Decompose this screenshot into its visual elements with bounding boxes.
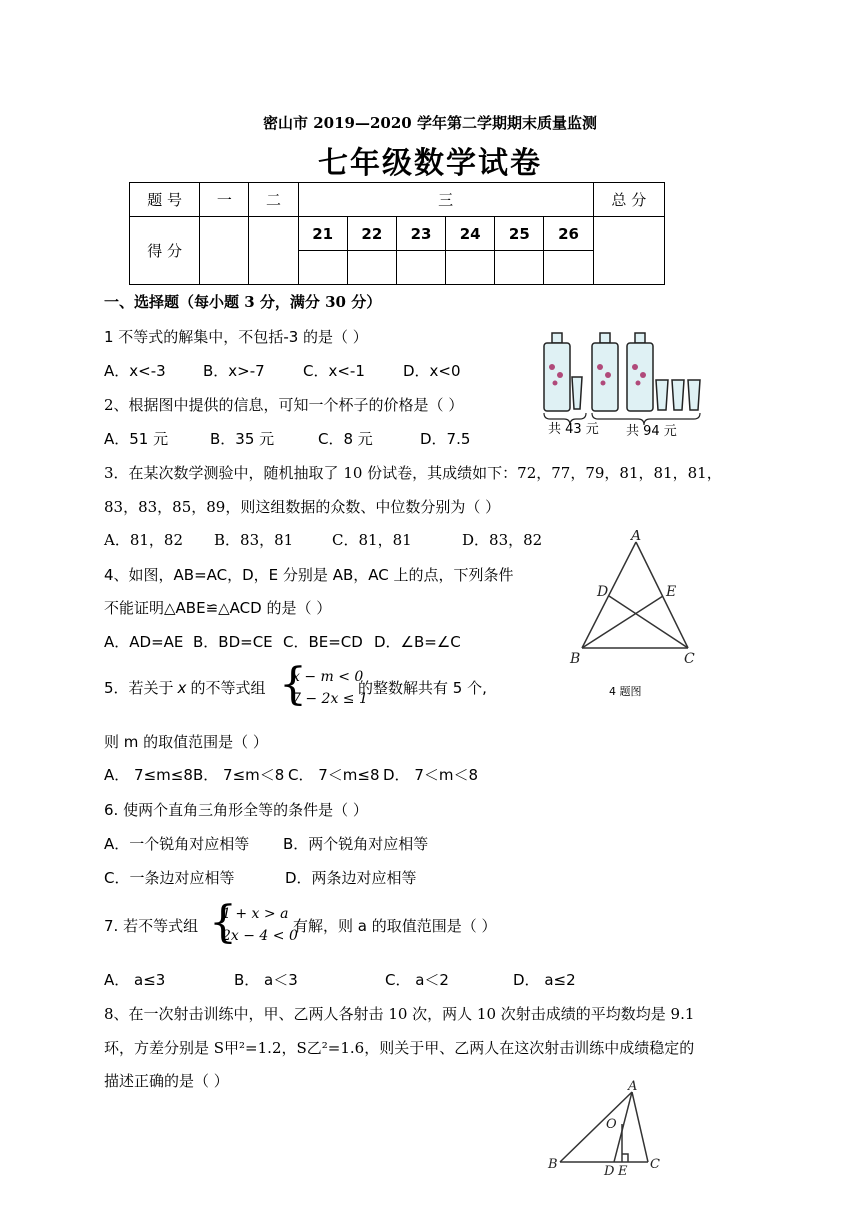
score-col-3: 三 — [298, 183, 593, 217]
section1-heading: 一、选择题（每小题 3 分，满分 30 分） — [104, 293, 382, 311]
q4-option-d[interactable]: D．∠B=∠C — [374, 633, 461, 651]
q5-line-2: 则 m 的取值范围是（ ） — [104, 733, 268, 751]
q7-prefix: 7. 若不等式组 — [104, 917, 199, 935]
q2-option-c[interactable]: C．8 元 — [318, 430, 373, 448]
q5-prefix — [104, 678, 265, 698]
q8-line-3: 描述正确的是（ ） — [104, 1072, 229, 1090]
q4-figure-caption: 4 题图 — [609, 685, 642, 698]
score-sub-23: 23 — [396, 217, 445, 251]
score-cell-21[interactable] — [298, 251, 347, 285]
q7-option-a[interactable]: A． a≤3 — [104, 971, 166, 989]
score-sub-26: 26 — [544, 217, 593, 251]
q4-point-b: B — [570, 651, 581, 667]
q6-option-d[interactable]: D．两条边对应相等 — [285, 869, 417, 887]
score-sub-21: 21 — [298, 217, 347, 251]
q8-point-b: B — [548, 1157, 558, 1172]
score-label-tihao: 题 号 — [130, 183, 200, 217]
q4-triangle-figure — [560, 530, 710, 670]
q8-line-1: 8、在一次射击训练中，甲、乙两人各射击 10 次，两人 10 次射击成绩的平均数均是 9.1 — [104, 1005, 695, 1023]
score-col-2: 二 — [249, 183, 298, 217]
q2-stem: 2、根据图中提供的信息，可知一个杯子的价格是（ ） — [104, 396, 464, 414]
q4-point-d: D — [597, 584, 609, 600]
q7-option-d[interactable]: D． a≤2 — [513, 971, 576, 989]
q7-option-b[interactable]: B． a＜3 — [234, 971, 298, 989]
exam-title: 七年级数学试卷 — [318, 146, 542, 181]
score-cell-2[interactable] — [249, 217, 298, 285]
q5-system-brace: { — [279, 659, 307, 710]
q5-option-a[interactable]: A． 7≤m≤8 — [104, 766, 193, 784]
q1-option-a[interactable]: A．x<-3 — [104, 362, 166, 380]
q6-stem: 6. 使两个直角三角形全等的条件是（ ） — [104, 801, 368, 819]
score-sub-25: 25 — [495, 217, 544, 251]
q4-line-2: 不能证明△ABE≌△ACD 的是（ ） — [104, 599, 332, 617]
q3-line-2: 83，83，85，89，则这组数据的众数、中位数分别为（ ） — [104, 498, 501, 516]
score-cell-22[interactable] — [347, 251, 396, 285]
q3-option-c[interactable]: C．81，81 — [332, 531, 412, 549]
exam-subtitle: 密山市 2019—2020 学年第二学期期末质量监测 — [263, 114, 597, 132]
q5-mid-text: 的不等式组 — [190, 679, 266, 697]
q1-stem: 1 不等式的解集中，不包括-3 的是（ ） — [104, 328, 368, 346]
score-col-1: 一 — [200, 183, 249, 217]
q5-option-b[interactable]: B． 7≤m＜8 — [193, 766, 285, 784]
q5-option-c[interactable]: C． 7＜m≤8 — [288, 766, 380, 784]
q7-system-brace: { — [209, 897, 237, 948]
q5-variable-x: x — [177, 679, 187, 697]
score-sub-22: 22 — [347, 217, 396, 251]
score-cell-23[interactable] — [396, 251, 445, 285]
q3-option-d[interactable]: D．83，82 — [462, 531, 543, 549]
q3-line-1: 3．在某次数学测验中，随机抽取了 10 份试卷，其成绩如下：72，77，79，81，81，81， — [104, 464, 722, 482]
score-cell-24[interactable] — [446, 251, 495, 285]
q5-pre-text: 5．若关于 — [104, 679, 174, 697]
q7-inequality-1: 1 + x > a — [222, 906, 289, 922]
q2-option-d[interactable]: D．7.5 — [420, 430, 471, 448]
q4-option-b[interactable]: B．BD=CE — [193, 633, 273, 651]
q8-point-d: D — [604, 1164, 615, 1179]
q7-suffix: 有解，则 a 的取值范围是（ ） — [293, 917, 497, 935]
score-table-header-row — [130, 183, 665, 217]
q3-option-b[interactable]: B．83，81 — [214, 531, 294, 549]
score-col-total: 总 分 — [593, 183, 664, 217]
score-cell-total[interactable] — [593, 217, 664, 285]
q1-option-c[interactable]: C．x<-1 — [303, 362, 365, 380]
q4-point-e: E — [666, 584, 677, 600]
q2-fig-label-2: 共 94 元 — [626, 424, 677, 439]
score-label-defen: 得 分 — [130, 217, 200, 285]
q6-option-c[interactable]: C．一条边对应相等 — [104, 869, 235, 887]
q7-option-c[interactable]: C． a＜2 — [385, 971, 449, 989]
q8-line-2: 环，方差分别是 S甲²=1.2，S乙²=1.6，则关于甲、乙两人在这次射击训练中成绩稳定的 — [104, 1039, 695, 1057]
q4-point-c: C — [684, 651, 695, 667]
score-table-sub-row — [130, 217, 665, 251]
q5-inequality-1: x − m < 0 — [292, 669, 364, 685]
q8-point-c: C — [650, 1157, 660, 1172]
q8-point-o: O — [606, 1117, 617, 1132]
q1-option-d[interactable]: D．x<0 — [403, 362, 461, 380]
q8-point-e: E — [618, 1164, 628, 1179]
q5-suffix: 的整数解共有 5 个, — [358, 679, 487, 697]
score-table — [129, 182, 665, 285]
q6-option-a[interactable]: A．一个锐角对应相等 — [104, 835, 250, 853]
q7-system — [222, 903, 298, 947]
q2-fig-label-1: 共 43 元 — [548, 422, 599, 437]
q2-option-a[interactable]: A．51 元 — [104, 430, 169, 448]
score-cell-25[interactable] — [495, 251, 544, 285]
q5-option-d[interactable]: D． 7＜m＜8 — [383, 766, 479, 784]
score-sub-24: 24 — [446, 217, 495, 251]
q8-point-a: A — [628, 1080, 638, 1094]
q2-kettle-cup-figure — [538, 325, 718, 440]
score-cell-1[interactable] — [200, 217, 249, 285]
q5-inequality-2: 7 − 2x ≤ 1 — [292, 691, 368, 707]
q5-system — [292, 666, 368, 710]
q2-option-b[interactable]: B．35 元 — [210, 430, 275, 448]
q1-option-b[interactable]: B．x>-7 — [203, 362, 265, 380]
q3-option-a[interactable]: A．81，82 — [104, 531, 184, 549]
q4-point-a: A — [631, 530, 642, 544]
q8-triangle-figure — [540, 1080, 670, 1180]
q4-option-c[interactable]: C．BE=CD — [283, 633, 363, 651]
score-cell-26[interactable] — [544, 251, 593, 285]
q4-line-1: 4、如图，AB=AC，D，E 分别是 AB，AC 上的点，下列条件 — [104, 566, 514, 584]
q4-option-a[interactable]: A．AD=AE — [104, 633, 184, 651]
q7-inequality-2: 2x − 4 < 0 — [222, 928, 298, 944]
q6-option-b[interactable]: B．两个锐角对应相等 — [283, 835, 429, 853]
